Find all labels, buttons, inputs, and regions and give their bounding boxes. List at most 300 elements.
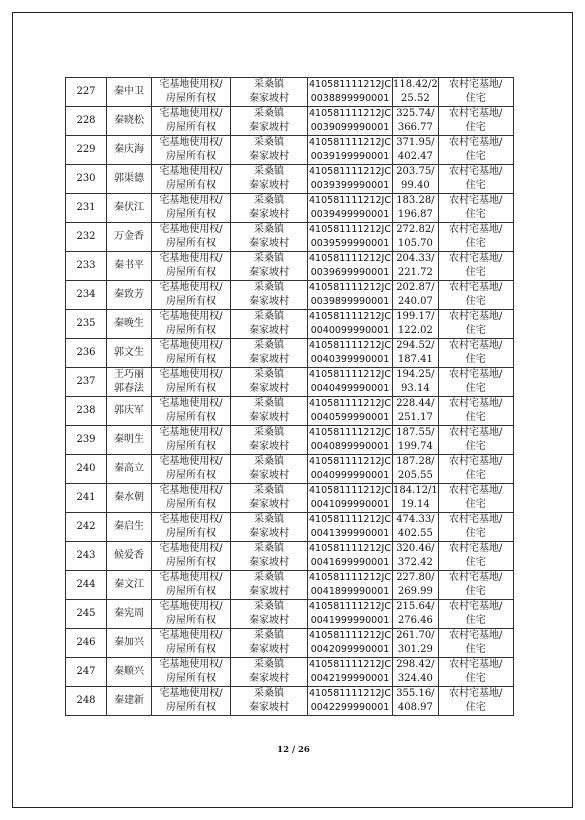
cell-location	[231, 136, 308, 165]
cell-owner-name: 秦晚生	[107, 310, 152, 339]
cell-usage-line: 农村宅基地/	[449, 572, 503, 583]
cell-usage-line: 住宅	[465, 383, 486, 394]
cell-parcel-code-line: 410581111212JC	[309, 543, 391, 554]
cell-area	[393, 687, 439, 716]
cell-location-line: 秦家坡村	[249, 586, 289, 597]
cell-owner-name: 秦明生	[107, 426, 152, 455]
cell-right-type	[152, 687, 231, 716]
cell-number: 247	[66, 658, 107, 687]
cell-right-type-line: 房屋所有权	[166, 499, 216, 510]
cell-area-line: 221.72	[397, 267, 433, 278]
cell-parcel-code-line: 410581111212JC	[309, 311, 391, 322]
cell-owner-name: 秦文江	[107, 571, 152, 600]
cell-location-line: 秦家坡村	[249, 644, 289, 655]
cell-area	[393, 78, 439, 107]
cell-number: 239	[66, 426, 107, 455]
cell-right-type-line: 房屋所有权	[166, 673, 216, 684]
cell-location	[231, 165, 308, 194]
cell-location-line: 秦家坡村	[249, 238, 289, 249]
cell-parcel-code-line: 0042299990001	[310, 702, 390, 713]
cell-area-line: 99.40	[401, 180, 430, 191]
cell-parcel-code-line: 0040899990001	[310, 441, 390, 452]
cell-usage-line: 住宅	[465, 296, 486, 307]
cell-area-line: 276.46	[397, 615, 433, 626]
cell-owner-name: 秦加兴	[107, 629, 152, 658]
cell-number: 231	[66, 194, 107, 223]
cell-area-line: 261.70/	[396, 630, 435, 641]
cell-area-line: 203.75/	[396, 166, 435, 177]
cell-parcel-code	[308, 136, 393, 165]
cell-location-line: 采桑镇	[254, 253, 284, 264]
cell-usage	[438, 571, 513, 600]
cell-right-type-line: 宅基地使用权/	[159, 108, 223, 119]
cell-usage-line: 农村宅基地/	[449, 601, 503, 612]
cell-usage	[438, 252, 513, 281]
cell-right-type-line: 宅基地使用权/	[159, 224, 223, 235]
cell-right-type-line: 宅基地使用权/	[159, 543, 223, 554]
cell-area	[393, 426, 439, 455]
cell-right-type-line: 宅基地使用权/	[159, 282, 223, 293]
cell-usage-line: 住宅	[465, 93, 486, 104]
cell-number: 233	[66, 252, 107, 281]
cell-usage-line: 住宅	[465, 238, 486, 249]
cell-right-type	[152, 484, 231, 513]
cell-right-type-line: 房屋所有权	[166, 209, 216, 220]
cell-parcel-code-line: 0039899990001	[310, 296, 390, 307]
cell-location-line: 秦家坡村	[249, 673, 289, 684]
cell-owner-name: 秦建新	[107, 687, 152, 716]
cell-parcel-code-line: 410581111212JC	[309, 485, 391, 496]
cell-parcel-code-line: 410581111212JC	[309, 340, 391, 351]
cell-area-line: 402.55	[397, 528, 433, 539]
cell-area-line: 320.46/	[396, 543, 435, 554]
cell-usage-line: 农村宅基地/	[449, 79, 503, 90]
cell-usage	[438, 629, 513, 658]
cell-area-line: 204.33/	[396, 253, 435, 264]
cell-number: 238	[66, 397, 107, 426]
cell-area-line: 325.74/	[396, 108, 435, 119]
cell-number: 241	[66, 484, 107, 513]
cell-parcel-code-line: 0041399990001	[310, 528, 390, 539]
cell-location-line: 秦家坡村	[249, 180, 289, 191]
table-row	[66, 397, 514, 426]
cell-parcel-code	[308, 426, 393, 455]
cell-usage-line: 住宅	[465, 325, 486, 336]
cell-number: 245	[66, 600, 107, 629]
table-row	[66, 223, 514, 252]
cell-location	[231, 107, 308, 136]
cell-number: 240	[66, 455, 107, 484]
cell-location	[231, 600, 308, 629]
cell-location-line: 秦家坡村	[249, 93, 289, 104]
cell-number: 244	[66, 571, 107, 600]
cell-parcel-code-line: 410581111212JC	[309, 514, 391, 525]
cell-number: 228	[66, 107, 107, 136]
cell-area	[393, 397, 439, 426]
cell-usage	[438, 281, 513, 310]
cell-location-line: 秦家坡村	[249, 528, 289, 539]
cell-parcel-code-line: 410581111212JC	[309, 253, 391, 264]
cell-right-type-line: 房屋所有权	[166, 557, 216, 568]
table-row	[66, 107, 514, 136]
cell-parcel-code	[308, 484, 393, 513]
cell-area-line: 199.74	[397, 441, 433, 452]
cell-location-line: 采桑镇	[254, 195, 284, 206]
cell-usage-line: 住宅	[465, 702, 486, 713]
cell-parcel-code-line: 0039699990001	[310, 267, 390, 278]
cell-right-type	[152, 426, 231, 455]
cell-owner-name: 秦水朝	[107, 484, 152, 513]
cell-parcel-code	[308, 687, 393, 716]
cell-right-type-line: 房屋所有权	[166, 470, 216, 481]
cell-area-line: 93.14	[401, 383, 430, 394]
table-row	[66, 368, 514, 397]
cell-number: 227	[66, 78, 107, 107]
cell-parcel-code-line: 0039499990001	[310, 209, 390, 220]
cell-parcel-code-line: 0040099990001	[310, 325, 390, 336]
cell-usage-line: 住宅	[465, 615, 486, 626]
cell-number: 235	[66, 310, 107, 339]
cell-right-type	[152, 629, 231, 658]
cell-right-type-line: 宅基地使用权/	[159, 427, 223, 438]
cell-usage-line: 住宅	[465, 441, 486, 452]
cell-right-type-line: 宅基地使用权/	[159, 485, 223, 496]
cell-parcel-code	[308, 339, 393, 368]
cell-right-type-line: 房屋所有权	[166, 383, 216, 394]
cell-area-line: 122.02	[397, 325, 433, 336]
cell-parcel-code-line: 410581111212JC	[309, 601, 391, 612]
cell-right-type-line: 宅基地使用权/	[159, 137, 223, 148]
cell-location	[231, 281, 308, 310]
cell-area	[393, 571, 439, 600]
table-row	[66, 426, 514, 455]
cell-usage-line: 住宅	[465, 673, 486, 684]
table-row	[66, 687, 514, 716]
cell-usage-line: 住宅	[465, 151, 486, 162]
cell-area	[393, 281, 439, 310]
cell-parcel-code-line: 410581111212JC	[309, 137, 391, 148]
cell-location-line: 秦家坡村	[249, 151, 289, 162]
cell-parcel-code	[308, 658, 393, 687]
cell-owner-name: 秦书平	[107, 252, 152, 281]
cell-parcel-code-line: 410581111212JC	[309, 166, 391, 177]
cell-owner-name: 秦高立	[107, 455, 152, 484]
cell-usage-line: 农村宅基地/	[449, 543, 503, 554]
cell-right-type	[152, 281, 231, 310]
cell-right-type-line: 宅基地使用权/	[159, 514, 223, 525]
cell-location-line: 采桑镇	[254, 427, 284, 438]
cell-right-type-line: 房屋所有权	[166, 354, 216, 365]
cell-usage-line: 农村宅基地/	[449, 195, 503, 206]
cell-owner-name: 秦启生	[107, 513, 152, 542]
cell-right-type	[152, 165, 231, 194]
cell-location-line: 秦家坡村	[249, 354, 289, 365]
cell-usage	[438, 426, 513, 455]
cell-area-line: 371.95/	[396, 137, 435, 148]
cell-right-type-line: 房屋所有权	[166, 615, 216, 626]
table-row	[66, 78, 514, 107]
cell-parcel-code	[308, 600, 393, 629]
cell-location-line: 采桑镇	[254, 282, 284, 293]
cell-right-type	[152, 223, 231, 252]
cell-right-type-line: 宅基地使用权/	[159, 195, 223, 206]
cell-usage-line: 住宅	[465, 557, 486, 568]
cell-location-line: 采桑镇	[254, 572, 284, 583]
cell-right-type	[152, 78, 231, 107]
cell-area	[393, 136, 439, 165]
cell-location-line: 秦家坡村	[249, 470, 289, 481]
cell-usage	[438, 107, 513, 136]
cell-parcel-code	[308, 629, 393, 658]
cell-owner-name-line: 王巧丽	[114, 369, 144, 380]
cell-owner-name: 候爱香	[107, 542, 152, 571]
cell-number: 248	[66, 687, 107, 716]
cell-owner-name-line: 郭春法	[114, 383, 144, 394]
cell-area-line: 294.52/	[396, 340, 435, 351]
cell-usage-line: 农村宅基地/	[449, 137, 503, 148]
cell-area-line: 408.97	[397, 702, 433, 713]
cell-area-line: 118.42/2	[393, 79, 438, 90]
cell-area	[393, 223, 439, 252]
cell-parcel-code-line: 0041999990001	[310, 615, 390, 626]
cell-area-line: 227.80/	[396, 572, 435, 583]
cell-parcel-code-line: 410581111212JC	[309, 572, 391, 583]
cell-usage-line: 农村宅基地/	[449, 427, 503, 438]
cell-location-line: 采桑镇	[254, 340, 284, 351]
cell-right-type	[152, 658, 231, 687]
cell-area-line: 298.42/	[396, 659, 435, 670]
cell-number: 230	[66, 165, 107, 194]
cell-usage-line: 农村宅基地/	[449, 630, 503, 641]
cell-usage	[438, 600, 513, 629]
cell-right-type-line: 房屋所有权	[166, 702, 216, 713]
cell-parcel-code-line: 0038899990001	[310, 93, 390, 104]
cell-parcel-code	[308, 252, 393, 281]
cell-area-line: 196.87	[397, 209, 433, 220]
table-row	[66, 310, 514, 339]
cell-right-type-line: 宅基地使用权/	[159, 398, 223, 409]
cell-right-type-line: 宅基地使用权/	[159, 572, 223, 583]
cell-number: 229	[66, 136, 107, 165]
cell-location	[231, 658, 308, 687]
cell-area-line: 19.14	[401, 499, 430, 510]
cell-area	[393, 600, 439, 629]
cell-owner-name: 秦中卫	[107, 78, 152, 107]
cell-area-line: 301.29	[397, 644, 433, 655]
document-page	[12, 12, 573, 808]
cell-right-type-line: 宅基地使用权/	[159, 688, 223, 699]
cell-usage	[438, 310, 513, 339]
cell-area-line: 355.16/	[396, 688, 435, 699]
cell-right-type	[152, 252, 231, 281]
table-row	[66, 629, 514, 658]
cell-area	[393, 484, 439, 513]
table-row	[66, 658, 514, 687]
cell-usage-line: 农村宅基地/	[449, 456, 503, 467]
table-row	[66, 484, 514, 513]
table-row	[66, 600, 514, 629]
cell-usage-line: 住宅	[465, 644, 486, 655]
cell-usage-line: 住宅	[465, 499, 486, 510]
cell-parcel-code	[308, 368, 393, 397]
cell-area-line: 187.28/	[396, 456, 435, 467]
cell-location-line: 采桑镇	[254, 311, 284, 322]
cell-owner-name: 秦顺兴	[107, 658, 152, 687]
cell-usage	[438, 368, 513, 397]
cell-owner-name: 秦宪周	[107, 600, 152, 629]
cell-right-type	[152, 397, 231, 426]
cell-location-line: 采桑镇	[254, 398, 284, 409]
cell-right-type-line: 宅基地使用权/	[159, 79, 223, 90]
cell-area-line: 474.33/	[396, 514, 435, 525]
page-number: 12 / 26	[277, 745, 310, 755]
cell-right-type-line: 房屋所有权	[166, 180, 216, 191]
cell-parcel-code	[308, 571, 393, 600]
cell-right-type-line: 房屋所有权	[166, 151, 216, 162]
table-row	[66, 571, 514, 600]
cell-usage-line: 农村宅基地/	[449, 108, 503, 119]
cell-area-line: 240.07	[397, 296, 433, 307]
cell-parcel-code-line: 0041699990001	[310, 557, 390, 568]
cell-owner-name: 秦致芳	[107, 281, 152, 310]
cell-right-type-line: 房屋所有权	[166, 586, 216, 597]
cell-parcel-code	[308, 455, 393, 484]
cell-location	[231, 368, 308, 397]
cell-location-line: 秦家坡村	[249, 441, 289, 452]
table-row	[66, 136, 514, 165]
cell-location	[231, 78, 308, 107]
cell-usage	[438, 397, 513, 426]
cell-location	[231, 194, 308, 223]
cell-area	[393, 368, 439, 397]
cell-location-line: 秦家坡村	[249, 267, 289, 278]
cell-usage	[438, 223, 513, 252]
cell-usage-line: 农村宅基地/	[449, 688, 503, 699]
cell-area-line: 251.17	[397, 412, 433, 423]
cell-owner-name	[107, 368, 152, 397]
cell-location-line: 采桑镇	[254, 659, 284, 670]
cell-area-line: 184.12/1	[393, 485, 438, 496]
cell-usage	[438, 165, 513, 194]
property-registry-table	[65, 77, 514, 716]
cell-location	[231, 252, 308, 281]
cell-area	[393, 513, 439, 542]
cell-number: 236	[66, 339, 107, 368]
cell-location-line: 秦家坡村	[249, 383, 289, 394]
cell-owner-name: 秦伏江	[107, 194, 152, 223]
cell-right-type-line: 宅基地使用权/	[159, 311, 223, 322]
cell-parcel-code	[308, 542, 393, 571]
cell-location-line: 秦家坡村	[249, 702, 289, 713]
cell-number: 242	[66, 513, 107, 542]
cell-usage-line: 住宅	[465, 180, 486, 191]
cell-parcel-code	[308, 513, 393, 542]
cell-usage-line: 住宅	[465, 528, 486, 539]
cell-area-line: 228.44/	[396, 398, 435, 409]
cell-right-type-line: 宅基地使用权/	[159, 659, 223, 670]
cell-usage-line: 农村宅基地/	[449, 659, 503, 670]
cell-right-type	[152, 455, 231, 484]
cell-owner-name: 万金香	[107, 223, 152, 252]
cell-parcel-code-line: 0039099990001	[310, 122, 390, 133]
cell-parcel-code	[308, 107, 393, 136]
cell-parcel-code	[308, 397, 393, 426]
cell-location-line: 秦家坡村	[249, 122, 289, 133]
table-row	[66, 165, 514, 194]
cell-location	[231, 339, 308, 368]
cell-area-line: 187.41	[397, 354, 433, 365]
cell-right-type-line: 房屋所有权	[166, 441, 216, 452]
cell-area	[393, 165, 439, 194]
cell-right-type-line: 房屋所有权	[166, 325, 216, 336]
cell-location	[231, 571, 308, 600]
cell-location-line: 采桑镇	[254, 456, 284, 467]
cell-location	[231, 223, 308, 252]
cell-usage	[438, 194, 513, 223]
cell-right-type	[152, 368, 231, 397]
cell-usage	[438, 136, 513, 165]
cell-owner-name: 秦晓松	[107, 107, 152, 136]
cell-parcel-code-line: 410581111212JC	[309, 282, 391, 293]
cell-right-type-line: 宅基地使用权/	[159, 601, 223, 612]
cell-number: 232	[66, 223, 107, 252]
table-row	[66, 542, 514, 571]
cell-parcel-code-line: 410581111212JC	[309, 369, 391, 380]
cell-area-line: 202.87/	[396, 282, 435, 293]
cell-area	[393, 252, 439, 281]
table-row	[66, 339, 514, 368]
cell-parcel-code-line: 0039199990001	[310, 151, 390, 162]
cell-usage-line: 农村宅基地/	[449, 340, 503, 351]
cell-usage	[438, 513, 513, 542]
cell-area-line: 324.40	[397, 673, 433, 684]
cell-location-line: 秦家坡村	[249, 325, 289, 336]
cell-usage-line: 住宅	[465, 412, 486, 423]
cell-location-line: 采桑镇	[254, 485, 284, 496]
cell-location-line: 采桑镇	[254, 369, 284, 380]
cell-right-type-line: 房屋所有权	[166, 267, 216, 278]
cell-location	[231, 426, 308, 455]
cell-usage-line: 住宅	[465, 267, 486, 278]
cell-area-line: 272.82/	[396, 224, 435, 235]
cell-area	[393, 194, 439, 223]
cell-right-type-line: 宅基地使用权/	[159, 340, 223, 351]
cell-location-line: 采桑镇	[254, 224, 284, 235]
cell-parcel-code-line: 0041899990001	[310, 586, 390, 597]
cell-parcel-code	[308, 165, 393, 194]
cell-parcel-code-line: 0039399990001	[310, 180, 390, 191]
cell-usage	[438, 339, 513, 368]
cell-number: 243	[66, 542, 107, 571]
cell-owner-name: 郭渠德	[107, 165, 152, 194]
table-row	[66, 455, 514, 484]
cell-location-line: 秦家坡村	[249, 499, 289, 510]
table-row	[66, 281, 514, 310]
cell-location-line: 采桑镇	[254, 79, 284, 90]
cell-location	[231, 484, 308, 513]
cell-location-line: 采桑镇	[254, 137, 284, 148]
table-row	[66, 252, 514, 281]
cell-location-line: 秦家坡村	[249, 209, 289, 220]
cell-parcel-code	[308, 78, 393, 107]
cell-usage	[438, 658, 513, 687]
cell-location-line: 采桑镇	[254, 514, 284, 525]
cell-area-line: 366.77	[397, 122, 433, 133]
cell-right-type	[152, 194, 231, 223]
cell-usage-line: 住宅	[465, 354, 486, 365]
cell-right-type-line: 宅基地使用权/	[159, 630, 223, 641]
cell-parcel-code-line: 410581111212JC	[309, 108, 391, 119]
